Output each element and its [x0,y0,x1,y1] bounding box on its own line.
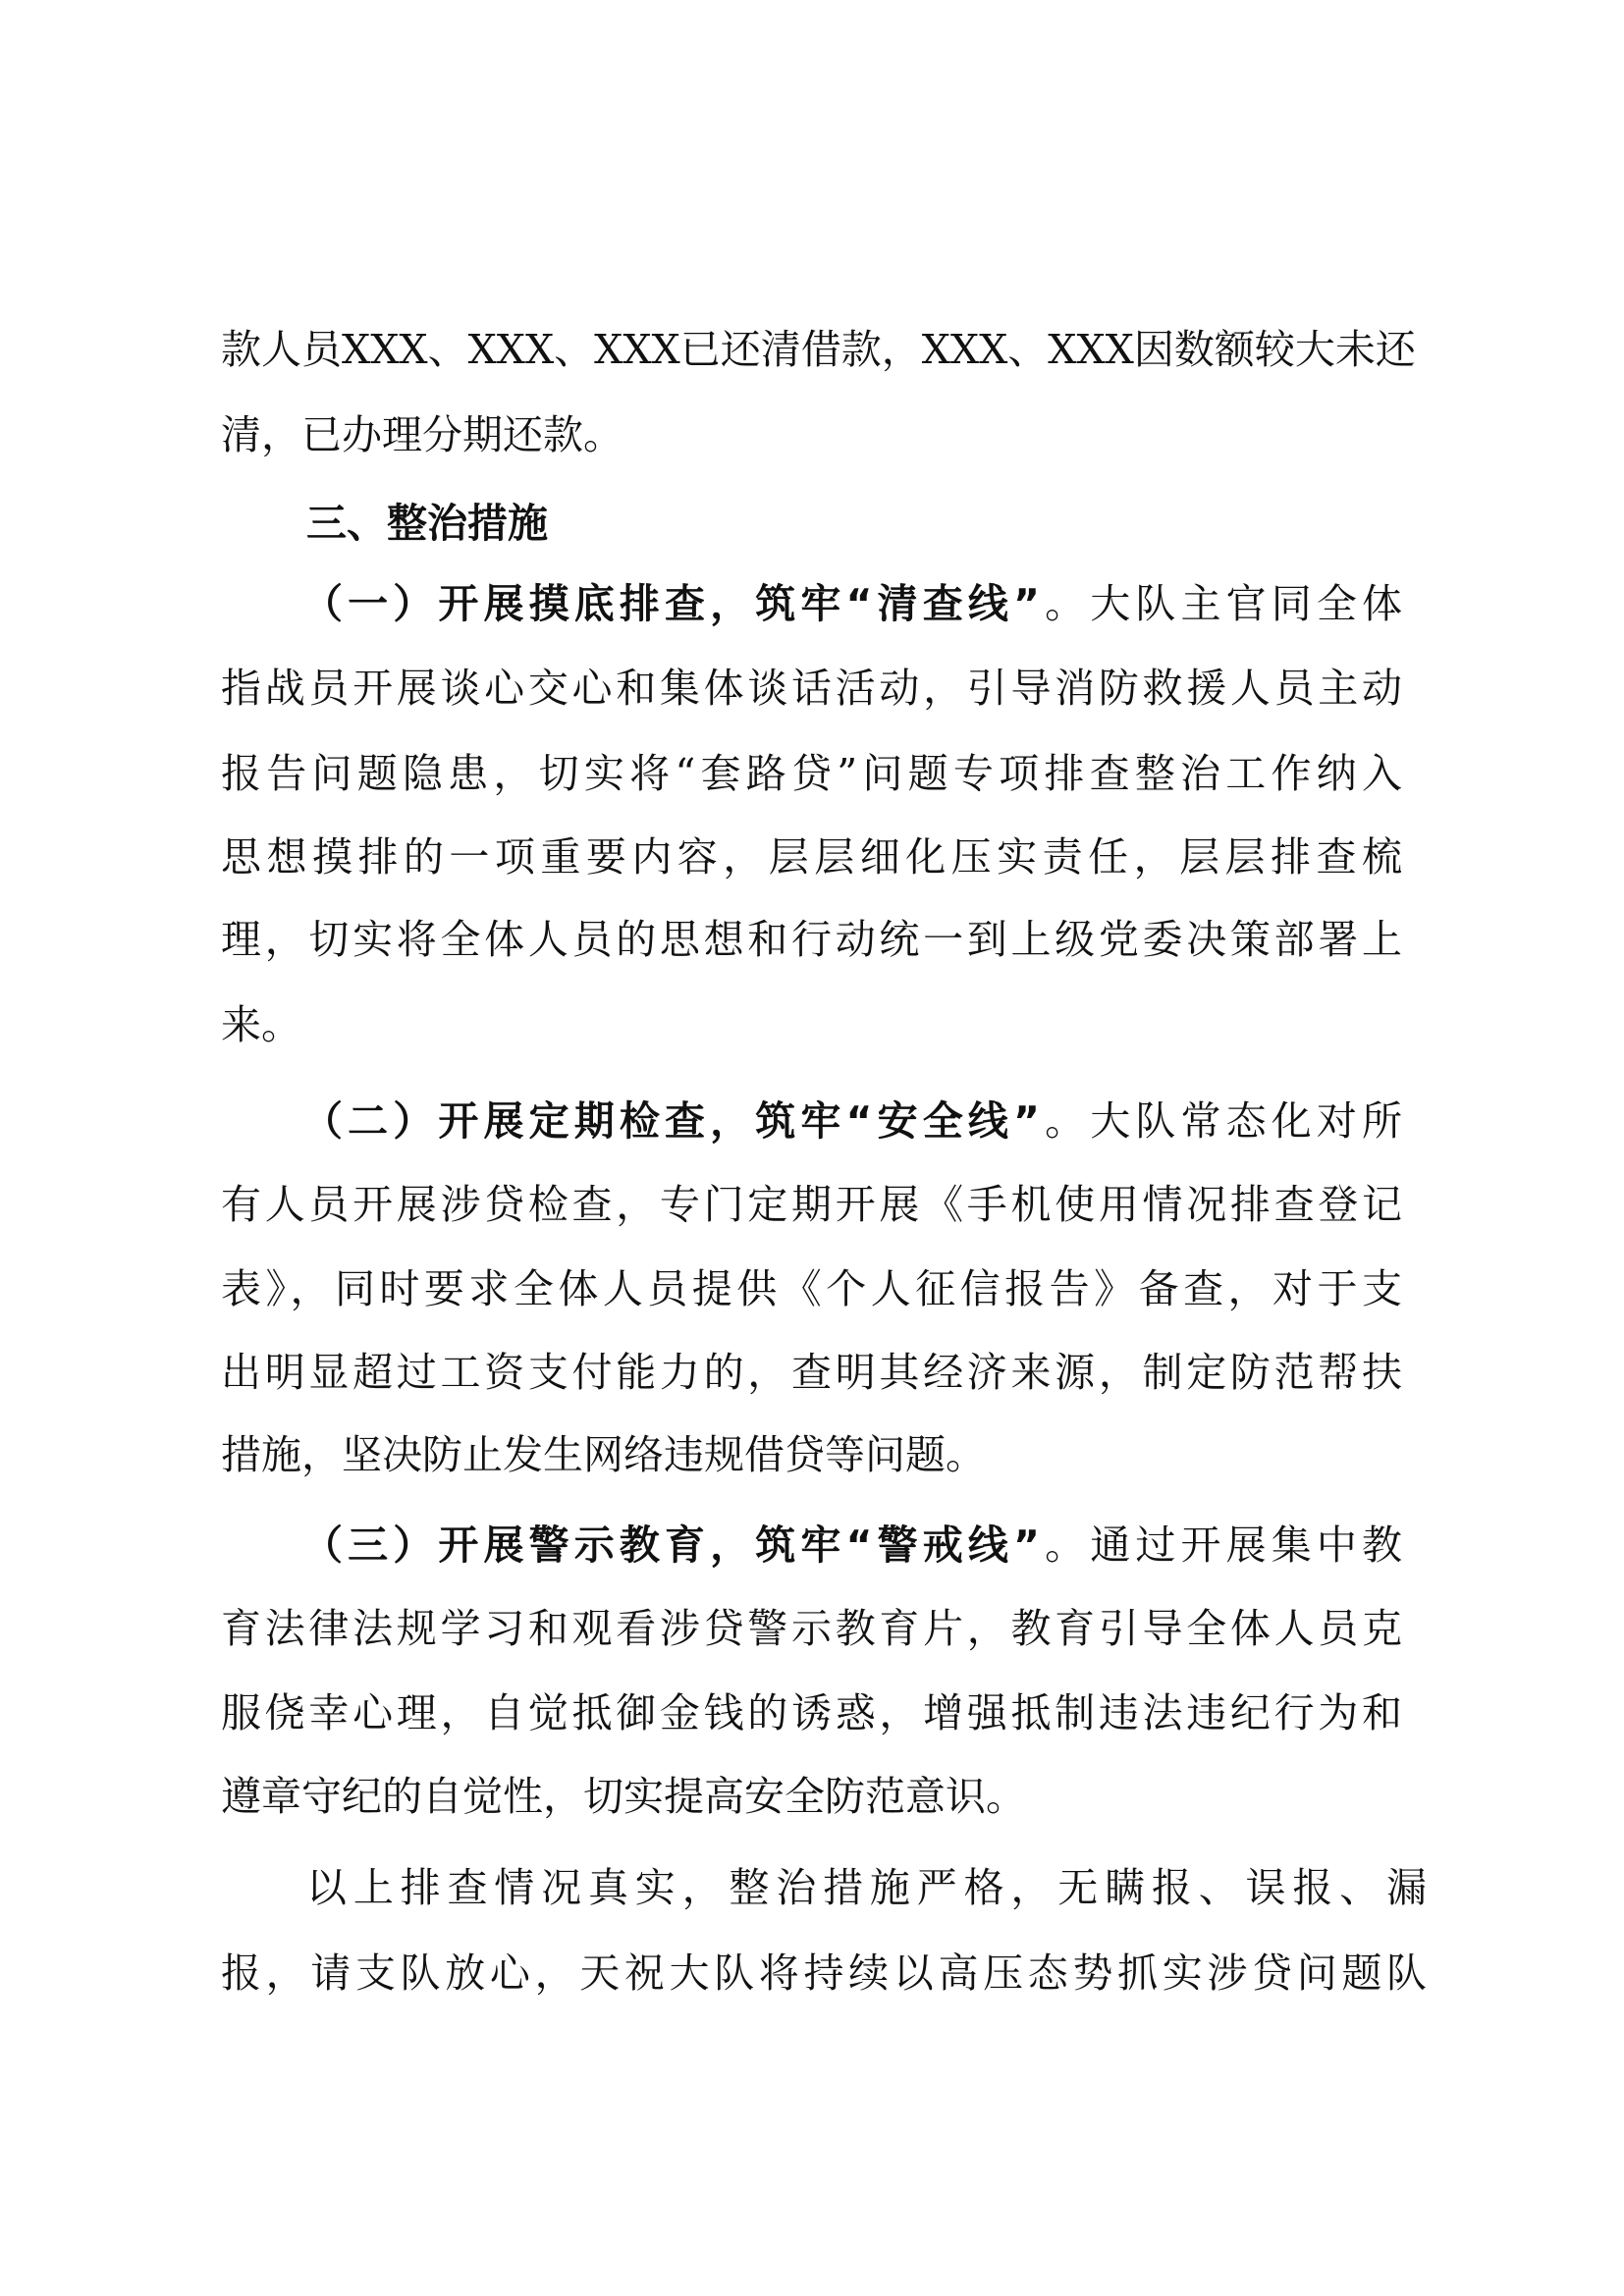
paragraph-text: 。大队常态化对所 [1039,1097,1402,1145]
subsection-first-line [302,1516,1402,1575]
paragraph-line: 措施，坚决防止发生网络违规借贷等问题。 [221,1431,986,1478]
paragraph-line: 思想摸排的一项重要内容，层层细化压实责任，层层排查梳 [221,833,1402,881]
paragraph-line: 报，请支队放心，天祝大队将持续以高压态势抓实涉贷问题队 [221,1949,1427,1997]
paragraph-text: 。大队主官同全体 [1039,580,1402,627]
subsection-first-line [302,1092,1402,1150]
paragraph-line: 有人员开展涉贷检查，专门定期开展《手机使用情况排查登记 [221,1181,1402,1228]
paragraph-line: 以上排查情况真实，整治措施严格，无瞒报、误报、漏 [306,1864,1427,1911]
subsection-title: （二）开展定期检查，筑牢“安全线” [302,1097,1040,1145]
paragraph-line: 报告问题隐患，切实将“套路贷”问题专项排查整治工作纳入 [221,750,1402,797]
subsection-first-line [302,574,1402,633]
subsection-title: （三）开展警示教育，筑牢“警戒线” [302,1522,1040,1569]
paragraph-line: 来。 [221,1001,301,1048]
paragraph-line: 出明显超过工资支付能力的，查明其经济来源，制定防范帮扶 [221,1349,1402,1396]
paragraph-line: 清，已办理分期还款。 [221,411,623,458]
paragraph-line: 指战员开展谈心交心和集体谈话活动，引导消防救援人员主动 [221,665,1402,712]
paragraph-line: 育法律法规学习和观看涉贷警示教育片，教育引导全体人员克 [221,1605,1402,1652]
section-heading: 三、整治措施 [306,500,548,547]
paragraph-line: 服侥幸心理，自觉抵御金钱的诱惑，增强抵制违法违纪行为和 [221,1689,1402,1736]
paragraph-line: 表》，同时要求全体人员提供《个人征信报告》备查，对于支 [221,1265,1402,1312]
paragraph-text: 。通过开展集中教 [1039,1522,1402,1569]
subsection-title: （一）开展摸底排查，筑牢“清查线” [302,580,1040,627]
paragraph-line: 理，切实将全体人员的思想和行动统一到上级党委决策部署上 [221,916,1402,963]
paragraph-line: 款人员XXX、XXX、XXX已还清借款，XXX、XXX因数额较大未还 [221,326,1416,373]
paragraph-line: 遵章守纪的自觉性，切实提高安全防范意识。 [221,1773,1026,1820]
